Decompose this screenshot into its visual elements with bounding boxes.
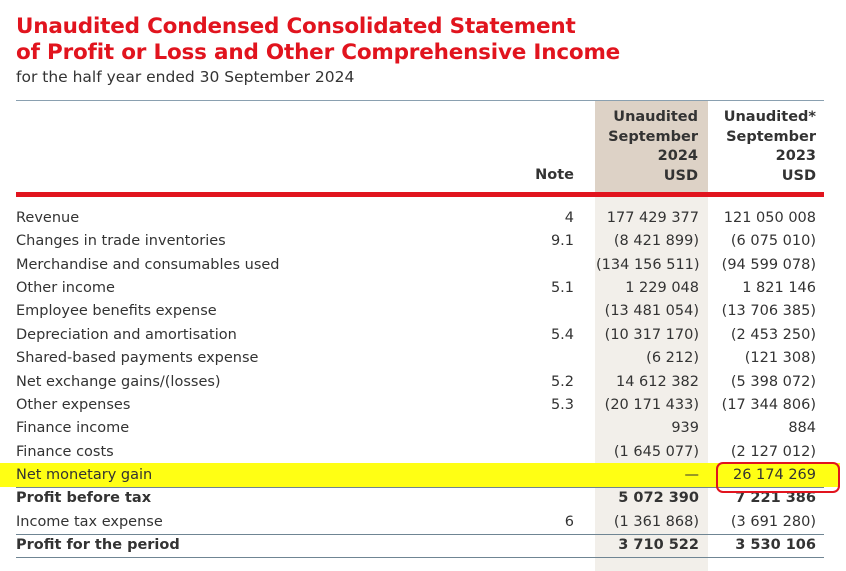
row-label: Other expenses: [16, 397, 131, 413]
row-value-2023: (121 308): [744, 350, 816, 366]
header-2024-line-3: 2024: [657, 148, 698, 164]
row-value-2023: 7 221 386: [735, 490, 816, 506]
header-top-divider: [16, 100, 824, 101]
table-row: [16, 417, 824, 440]
row-value-2024: (134 156 511): [596, 257, 700, 273]
row-value-2023: 3 530 106: [735, 537, 816, 553]
header-red-rule: [16, 192, 824, 197]
row-label: Net monetary gain: [16, 467, 153, 483]
title-line-2: of Profit or Loss and Other Comprehensive Income: [16, 40, 621, 65]
row-value-2023: (2 127 012): [730, 444, 816, 460]
total-line-above-profit-for-period: [16, 534, 824, 535]
row-note: 5.1: [550, 280, 574, 296]
page-title: [16, 14, 620, 66]
row-value-2024: 5 072 390: [618, 490, 699, 506]
table-row: [16, 300, 824, 323]
row-label: Finance costs: [16, 444, 114, 460]
row-value-2023: 1 821 146: [742, 280, 816, 296]
row-value-2023: 121 050 008: [723, 210, 816, 226]
table-row: [16, 464, 824, 487]
annotation-red-box: [716, 462, 840, 493]
row-label: Employee benefits expense: [16, 303, 217, 319]
row-note: 4: [564, 210, 574, 226]
header-2023-line-1: Unaudited*: [723, 109, 816, 125]
row-value-2023: (94 599 078): [721, 257, 816, 273]
row-note: 5.2: [550, 374, 574, 390]
header-2023-line-2: September: [726, 128, 816, 145]
header-2023-line-4: USD: [781, 167, 816, 184]
table-row: [16, 371, 824, 394]
row-label: Profit before tax: [16, 490, 152, 506]
row-note: 6: [564, 514, 574, 530]
table-row: [16, 511, 824, 534]
row-value-2024: 939: [671, 420, 699, 436]
table-row: [16, 324, 824, 347]
row-value-2023: (5 398 072): [730, 374, 816, 390]
row-label: Other income: [16, 280, 115, 296]
table-row: [16, 394, 824, 417]
total-line-above-profit-before-tax: [16, 487, 824, 488]
row-value-2023: (2 453 250): [730, 327, 816, 343]
row-value-2023: 884: [788, 420, 816, 436]
row-value-2024: (1 645 077): [613, 444, 699, 460]
row-value-2024: (6 212): [646, 350, 699, 366]
header-2024-line-1: Unaudited: [613, 109, 698, 125]
row-note: 5.3: [550, 397, 574, 413]
row-label: Shared-based payments expense: [16, 350, 259, 366]
row-value-2023: (3 691 280): [730, 514, 816, 530]
title-line-1: Unaudited Condensed Consolidated Statement: [16, 14, 576, 39]
row-label: Finance income: [16, 420, 130, 436]
column-header-2023: [710, 108, 816, 186]
table-row: [16, 277, 824, 300]
table-row: [16, 230, 824, 253]
row-note: 5.4: [550, 327, 574, 343]
row-value-2024: (10 317 170): [604, 327, 699, 343]
row-label: Changes in trade inventories: [16, 233, 226, 249]
page-subtitle: for the half year ended 30 September 2024: [16, 68, 355, 86]
row-value-2024: (20 171 433): [604, 397, 699, 413]
row-label: Revenue: [16, 210, 80, 226]
row-value-2023: (17 344 806): [721, 397, 816, 413]
row-value-2023: (13 706 385): [721, 303, 816, 319]
row-value-2024: 177 429 377: [606, 210, 699, 226]
table-row: [16, 441, 824, 464]
column-header-note: Note: [535, 167, 574, 183]
row-label: Merchandise and consumables used: [16, 257, 280, 273]
row-value-2024: 14 612 382: [615, 374, 699, 390]
table-row: [16, 254, 824, 277]
row-label: Income tax expense: [16, 514, 163, 530]
row-value-2024: (13 481 054): [604, 303, 699, 319]
row-value-2023: (6 075 010): [730, 233, 816, 249]
row-value-2024: 1 229 048: [625, 280, 699, 296]
header-2024-line-2: September: [608, 128, 698, 145]
column-header-2024: [596, 108, 698, 186]
header-2024-line-4: USD: [663, 167, 698, 184]
row-value-2024: 3 710 522: [618, 537, 699, 553]
table-row: [16, 534, 824, 557]
table-row: [16, 207, 824, 230]
table-row: [16, 347, 824, 370]
row-value-2024: (8 421 899): [613, 233, 699, 249]
row-note: 9.1: [550, 233, 574, 249]
row-value-2024: —: [684, 467, 699, 483]
row-label: Net exchange gains/(losses): [16, 374, 221, 390]
table-row: [16, 487, 824, 510]
header-2023-line-3: 2023: [775, 148, 816, 164]
row-label: Profit for the period: [16, 537, 180, 553]
total-line-below-profit-for-period: [16, 557, 824, 558]
row-label: Depreciation and amortisation: [16, 327, 237, 343]
row-value-2023: 26 174 269: [732, 467, 816, 483]
row-value-2024: (1 361 868): [613, 514, 699, 530]
